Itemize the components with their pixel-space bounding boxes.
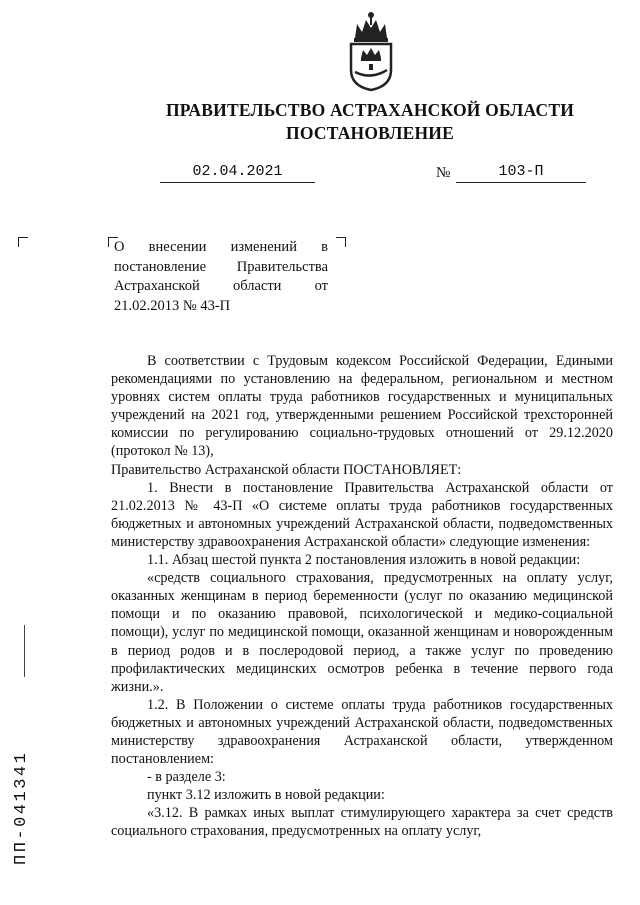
document-type-title: ПОСТАНОВЛЕНИЕ — [286, 123, 454, 143]
body-paragraph: В соответствии с Трудовым кодексом Российской Федерации, Едиными рекомендациями по установлению на федеральном, региональном и местном уровнях систем оплаты труда работников государственных и муниципальных учреждений на 2021 год, утвержденными решением Российской трехсторонней комиссии по регулированию социально-трудовых отношений от 29.12.2020 (протокол № 13), — [111, 353, 613, 460]
document-body — [111, 352, 613, 841]
subject-line: 21.02.2013 № 43-П — [114, 297, 231, 314]
subject-line: О внесении изменений в — [114, 239, 328, 255]
body-paragraph: пункт 3.12 изложить в новой редакции: — [147, 787, 385, 804]
side-serial-stamp: ПП-041341 — [12, 750, 31, 865]
subject-line: Астраханской области от — [114, 278, 328, 294]
side-margin-line — [24, 625, 25, 677]
corner-mark-subject-right — [336, 237, 346, 247]
document-date: 02.04.2021 — [160, 163, 315, 183]
corner-mark-left — [18, 237, 28, 247]
body-paragraph: 1. Внести в постановление Правительства Астраханской области от 21.02.2013 № 43-П «О системе оплаты труда работников государственных бюджетных и автономных учреждений Астраханской области, подведомственных министерству здравоохранения Астраханской области» следующие изменения: — [111, 479, 613, 550]
subject-line: постановление Правительства — [114, 258, 328, 275]
body-paragraph: «средств социального страхования, предусмотренных на оплату услуг, оказанных женщинам в период беременности (услуг по оказанию медицинской помощи и по оказанию правовой, психологической и медико-социальной помощи), услуг по медицинской помощи, оказанной женщинам и новорожденным в период родов и в послеродовой период, а также услуг по проведению профилактических медицинских осмотров ребенка в течение первого года жизни.». — [111, 570, 613, 695]
body-paragraph: 1.1. Абзац шестой пункта 2 постановления изложить в новой редакции: — [147, 552, 581, 569]
document-subject — [114, 238, 328, 316]
government-title: ПРАВИТЕЛЬСТВО АСТРАХАНСКОЙ ОБЛАСТИ — [165, 100, 575, 120]
body-paragraph: 1.2. В Положении о системе оплаты труда работников государственных бюджетных и автономных учреждений Астраханской области, подведомственных министерству здравоохранения Астраханской области, утвержденном постановлением: — [111, 696, 613, 768]
body-paragraph: - в разделе 3: — [147, 769, 226, 786]
coat-of-arms-emblem — [345, 8, 397, 92]
document-number: 103-П — [456, 163, 586, 183]
number-sign: № — [436, 165, 451, 181]
body-paragraph: «3.12. В рамках иных выплат стимулирующего характера за счет средств социального страхования, предусмотренных на оплату услуг, — [111, 805, 613, 840]
body-paragraph: Правительство Астраханской области ПОСТАНОВЛЯЕТ: — [111, 461, 462, 478]
